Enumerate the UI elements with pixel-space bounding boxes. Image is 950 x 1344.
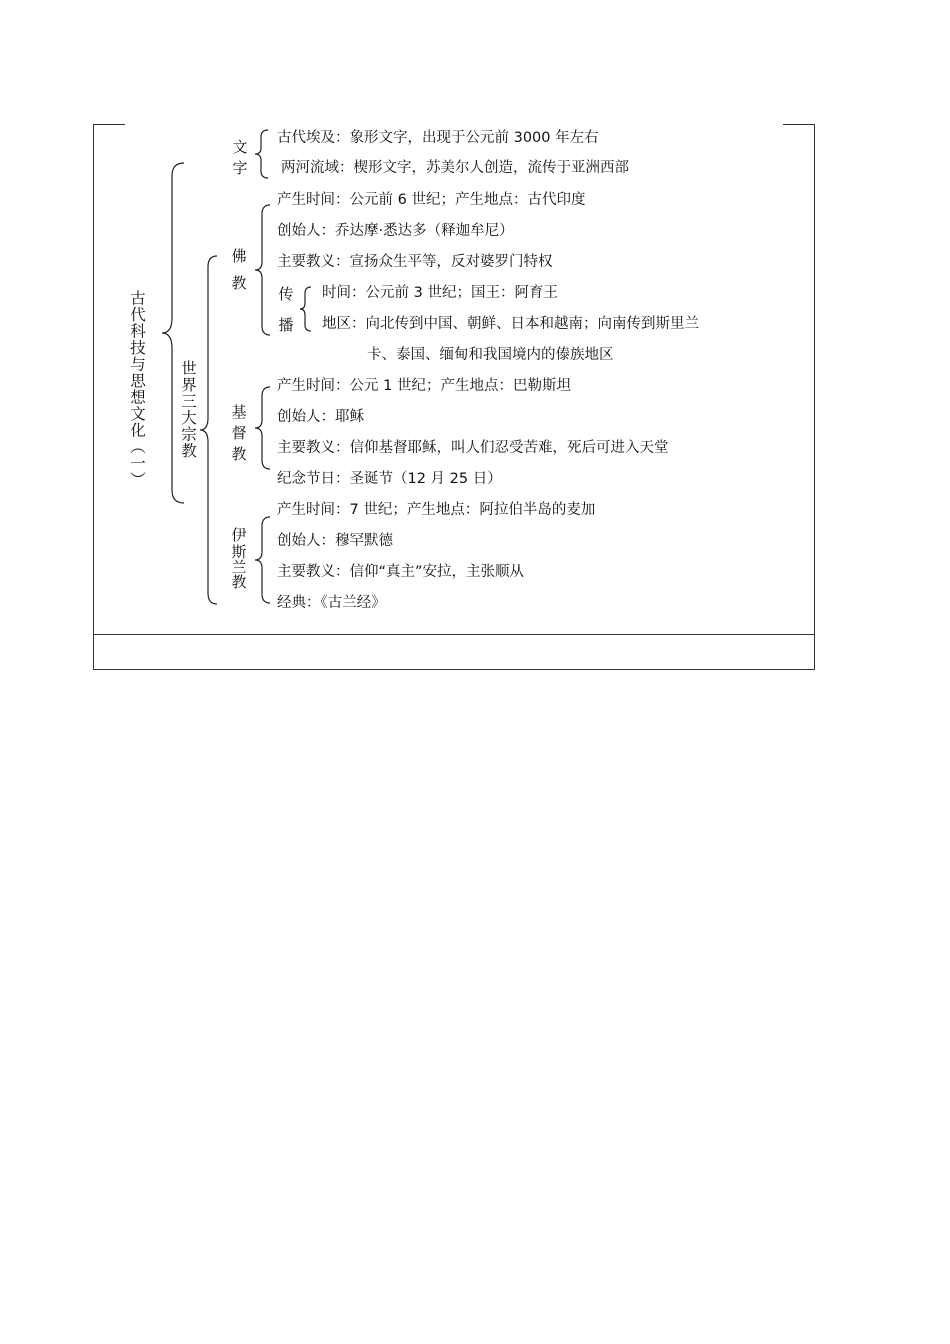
islam-label-2: 斯 [231, 543, 247, 561]
islam-scripture: 经典：《古兰经》 [277, 595, 386, 611]
islam-brace [254, 516, 274, 604]
writing-label-1: 文 [232, 138, 248, 156]
islam-origin: 产生时间：7 世纪；产生地点：阿拉伯半岛的麦加 [277, 502, 596, 518]
frame-right-border [814, 124, 815, 670]
buddhism-spread-region-1: 地区：向北传到中国、朝鲜、日本和越南；向南传到斯里兰 [322, 316, 699, 332]
buddhism-brace [254, 204, 274, 336]
buddhism-spread-label-1: 传 [278, 285, 294, 303]
christianity-label-3: 教 [231, 445, 247, 463]
christianity-founder: 创始人：耶稣 [277, 409, 364, 425]
buddhism-spread-label-2: 播 [278, 316, 294, 334]
writing-label-2: 字 [232, 159, 248, 177]
religions-brace [199, 255, 223, 605]
writing-item-egypt: 古代埃及：象形文字，出现于公元前 3000 年左右 [277, 130, 599, 146]
christianity-holiday: 纪念节日：圣诞节（12 月 25 日） [277, 471, 502, 487]
buddhism-doctrine: 主要教义：宣扬众生平等，反对婆罗门特权 [277, 254, 553, 270]
buddhism-label-2: 教 [231, 274, 247, 292]
frame-top-left-stub [93, 124, 125, 125]
islam-label-1: 伊 [231, 526, 247, 544]
buddhism-founder: 创始人：乔达摩·悉达多（释迦牟尼） [277, 223, 514, 239]
islam-label-4: 教 [231, 573, 247, 591]
buddhism-spread-brace [299, 286, 315, 332]
root-title: 古代科技与思想文化（一） [128, 290, 146, 488]
religions-label: 世界三大宗教 [179, 360, 197, 459]
christianity-origin: 产生时间：公元 1 世纪；产生地点：巴勒斯坦 [277, 378, 571, 394]
writing-item-mesopotamia: 两河流域：楔形文字，苏美尔人创造，流传于亚洲西部 [281, 160, 629, 176]
frame-top-right-stub [783, 124, 815, 125]
christianity-doctrine: 主要教义：信仰基督耶稣，叫人们忍受苦难，死后可进入天堂 [277, 440, 669, 456]
buddhism-label-1: 佛 [231, 247, 247, 265]
writing-brace [254, 129, 274, 179]
buddhism-spread-region-2: 卡、泰国、缅甸和我国境内的傣族地区 [367, 347, 614, 363]
islam-doctrine: 主要教义：信仰“真主”安拉，主张顺从 [277, 564, 525, 580]
buddhism-spread-time: 时间：公元前 3 世纪；国王：阿育王 [322, 285, 558, 301]
islam-founder: 创始人：穆罕默德 [277, 533, 393, 549]
buddhism-origin: 产生时间：公元前 6 世纪；产生地点：古代印度 [277, 192, 586, 208]
frame-left-border [93, 124, 94, 670]
christianity-label-1: 基 [231, 403, 247, 421]
frame-bottom-border [93, 669, 815, 670]
christianity-brace [254, 386, 274, 470]
christianity-label-2: 督 [231, 424, 247, 442]
frame-row-divider [93, 634, 815, 635]
islam-label-3: 兰 [231, 558, 247, 576]
